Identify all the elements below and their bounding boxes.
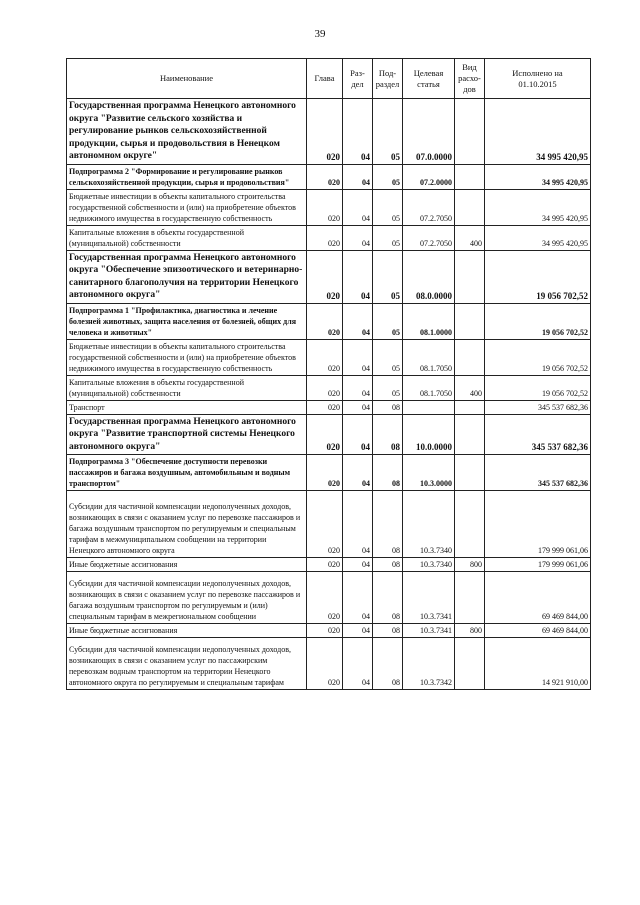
cell-vid (455, 491, 485, 558)
cell-vid (455, 189, 485, 225)
table-row (67, 339, 591, 375)
cell-executed: 19 056 702,52 (485, 339, 591, 375)
cell-target: 08.1.7050 (403, 375, 455, 400)
cell-razdel: 04 (343, 99, 373, 165)
table-row (67, 99, 591, 165)
cell-target: 10.3.7340 (403, 491, 455, 558)
cell-glava: 020 (307, 375, 343, 400)
cell-name: Капитальные вложения в объекты государственной (муниципальной) собственности (67, 225, 307, 250)
table-row (67, 414, 591, 455)
cell-podrazdel: 08 (373, 572, 403, 624)
header-target: Целевая статья (403, 59, 455, 99)
cell-name: Иные бюджетные ассигнования (67, 558, 307, 572)
table-row (67, 164, 591, 189)
cell-glava: 020 (307, 189, 343, 225)
cell-podrazdel: 08 (373, 455, 403, 491)
cell-razdel: 04 (343, 638, 373, 690)
cell-executed: 19 056 702,52 (485, 250, 591, 303)
cell-podrazdel: 08 (373, 558, 403, 572)
cell-executed: 34 995 420,95 (485, 189, 591, 225)
cell-razdel: 04 (343, 339, 373, 375)
cell-podrazdel: 05 (373, 99, 403, 165)
cell-target: 07.2.7050 (403, 189, 455, 225)
cell-vid (455, 339, 485, 375)
cell-target: 10.3.0000 (403, 455, 455, 491)
table-row (67, 572, 591, 624)
header-row (67, 59, 591, 99)
table-row (67, 455, 591, 491)
cell-target: 10.3.7341 (403, 572, 455, 624)
cell-name: Бюджетные инвестиции в объекты капитального строительства государственной собственности и (или) на приобретение объектов недвижимого имущества в государственную собственность (67, 189, 307, 225)
cell-target: 07.2.7050 (403, 225, 455, 250)
cell-glava: 020 (307, 638, 343, 690)
page-number: 39 (314, 28, 326, 40)
table-row (67, 189, 591, 225)
cell-podrazdel: 05 (373, 164, 403, 189)
cell-target: 08.1.0000 (403, 303, 455, 339)
cell-executed: 345 537 682,36 (485, 414, 591, 455)
cell-glava: 020 (307, 99, 343, 165)
cell-executed: 19 056 702,52 (485, 303, 591, 339)
cell-name: Государственная программа Ненецкого автономного округа "Обеспечение эпизоотического и ветеринарно-санитарного благополучия на территории Ненецкого автономного округа" (67, 250, 307, 303)
cell-razdel: 04 (343, 225, 373, 250)
table-row (67, 375, 591, 400)
cell-name: Подпрограмма 1 "Профилактика, диагностика и лечение болезней животных, защита населения от болезней, общих для человека и животных" (67, 303, 307, 339)
cell-executed: 69 469 844,00 (485, 624, 591, 638)
cell-target: 08.1.7050 (403, 339, 455, 375)
cell-glava: 020 (307, 558, 343, 572)
table-row (67, 250, 591, 303)
cell-executed: 345 537 682,36 (485, 400, 591, 414)
cell-target: 07.0.0000 (403, 99, 455, 165)
cell-name: Подпрограмма 3 "Обеспечение доступности перевозки пассажиров и багажа воздушным, автомобильным и водным транспортом" (67, 455, 307, 491)
cell-razdel: 04 (343, 572, 373, 624)
cell-name: Иные бюджетные ассигнования (67, 624, 307, 638)
cell-podrazdel: 08 (373, 491, 403, 558)
header-podrazdel: Под- раздел (373, 59, 403, 99)
cell-glava: 020 (307, 225, 343, 250)
cell-vid (455, 414, 485, 455)
cell-razdel: 04 (343, 455, 373, 491)
cell-name: Бюджетные инвестиции в объекты капитального строительства государственной собственности и (или) на приобретение объектов недвижимого имущества в государственную собственность (67, 339, 307, 375)
cell-target: 10.0.0000 (403, 414, 455, 455)
table-row (67, 638, 591, 690)
table-row (67, 558, 591, 572)
cell-name: Государственная программа Ненецкого автономного округа "Развитие транспортной системы Ненецкого автономного округа" (67, 414, 307, 455)
cell-target: 07.2.0000 (403, 164, 455, 189)
cell-razdel: 04 (343, 303, 373, 339)
cell-target: 10.3.7340 (403, 558, 455, 572)
cell-target: 10.3.7342 (403, 638, 455, 690)
cell-podrazdel: 08 (373, 638, 403, 690)
cell-glava: 020 (307, 250, 343, 303)
cell-name: Субсидии для частичной компенсации недополученных доходов, возникающих в связи с оказанием услуг по перевозке пассажиров и багажа воздушным транспортом по регулируемым и (или) специальным тарифам в межрегиональном сообщении (67, 572, 307, 624)
cell-executed: 19 056 702,52 (485, 375, 591, 400)
cell-executed: 179 999 061,06 (485, 558, 591, 572)
cell-podrazdel: 05 (373, 303, 403, 339)
cell-podrazdel: 05 (373, 250, 403, 303)
cell-target: 10.3.7341 (403, 624, 455, 638)
cell-podrazdel: 05 (373, 189, 403, 225)
cell-name: Капитальные вложения в объекты государственной (муниципальной) собственности (67, 375, 307, 400)
cell-vid (455, 455, 485, 491)
cell-podrazdel: 05 (373, 375, 403, 400)
cell-glava: 020 (307, 491, 343, 558)
cell-vid (455, 638, 485, 690)
header-executed: Исполнено на 01.10.2015 (485, 59, 591, 99)
cell-razdel: 04 (343, 164, 373, 189)
cell-executed: 345 537 682,36 (485, 455, 591, 491)
cell-razdel: 04 (343, 558, 373, 572)
cell-glava: 020 (307, 572, 343, 624)
cell-vid (455, 400, 485, 414)
cell-name: Субсидии для частичной компенсации недополученных доходов, возникающих в связи с оказанием услуг по перевозке пассажиров и багажа воздушным транспортом по регулируемым и специальным тарифам в межмуниципальном сообщении на территории Ненецкого автономного округа (67, 491, 307, 558)
table-row (67, 491, 591, 558)
table-row (67, 624, 591, 638)
cell-name: Субсидии для частичной компенсации недополученных доходов, возникающих в связи с оказанием услуг по пассажирским перевозкам водным транспортом на территории Ненецкого автономного округа по регулируемым и специальным тарифам (67, 638, 307, 690)
cell-glava: 020 (307, 164, 343, 189)
cell-executed: 34 995 420,95 (485, 99, 591, 165)
cell-vid: 800 (455, 624, 485, 638)
cell-podrazdel: 08 (373, 624, 403, 638)
cell-vid (455, 99, 485, 165)
cell-podrazdel: 05 (373, 339, 403, 375)
cell-vid: 800 (455, 558, 485, 572)
cell-glava: 020 (307, 414, 343, 455)
cell-target: 08.0.0000 (403, 250, 455, 303)
header-vid: Вид расхо- дов (455, 59, 485, 99)
cell-vid (455, 303, 485, 339)
cell-podrazdel: 05 (373, 225, 403, 250)
cell-podrazdel: 08 (373, 414, 403, 455)
cell-glava: 020 (307, 624, 343, 638)
cell-name: Транспорт (67, 400, 307, 414)
cell-glava: 020 (307, 339, 343, 375)
budget-table (66, 58, 591, 690)
header-razdel: Раз- дел (343, 59, 373, 99)
cell-razdel: 04 (343, 250, 373, 303)
cell-executed: 179 999 061,06 (485, 491, 591, 558)
cell-name: Государственная программа Ненецкого автономного округа "Развитие сельского хозяйства и регулирование рынков сельскохозяйственной продукции, сырья и продовольствия в Ненецком автономном округе" (67, 99, 307, 165)
cell-executed: 69 469 844,00 (485, 572, 591, 624)
cell-razdel: 04 (343, 624, 373, 638)
table-row (67, 225, 591, 250)
header-name: Наименование (67, 59, 307, 99)
cell-name: Подпрограмма 2 "Формирование и регулирование рынков сельскохозяйственной продукции, сырья и продовольствия" (67, 164, 307, 189)
cell-executed: 34 995 420,95 (485, 164, 591, 189)
cell-glava: 020 (307, 455, 343, 491)
table-row (67, 303, 591, 339)
cell-razdel: 04 (343, 189, 373, 225)
cell-vid (455, 164, 485, 189)
table-row (67, 400, 591, 414)
header-glava: Глава (307, 59, 343, 99)
cell-vid: 400 (455, 225, 485, 250)
cell-razdel: 04 (343, 414, 373, 455)
cell-glava: 020 (307, 303, 343, 339)
cell-razdel: 04 (343, 400, 373, 414)
cell-glava: 020 (307, 400, 343, 414)
table-body (67, 99, 591, 690)
cell-vid: 400 (455, 375, 485, 400)
cell-target (403, 400, 455, 414)
cell-razdel: 04 (343, 375, 373, 400)
cell-razdel: 04 (343, 491, 373, 558)
cell-vid (455, 250, 485, 303)
cell-executed: 34 995 420,95 (485, 225, 591, 250)
cell-executed: 14 921 910,00 (485, 638, 591, 690)
cell-podrazdel: 08 (373, 400, 403, 414)
cell-vid (455, 572, 485, 624)
